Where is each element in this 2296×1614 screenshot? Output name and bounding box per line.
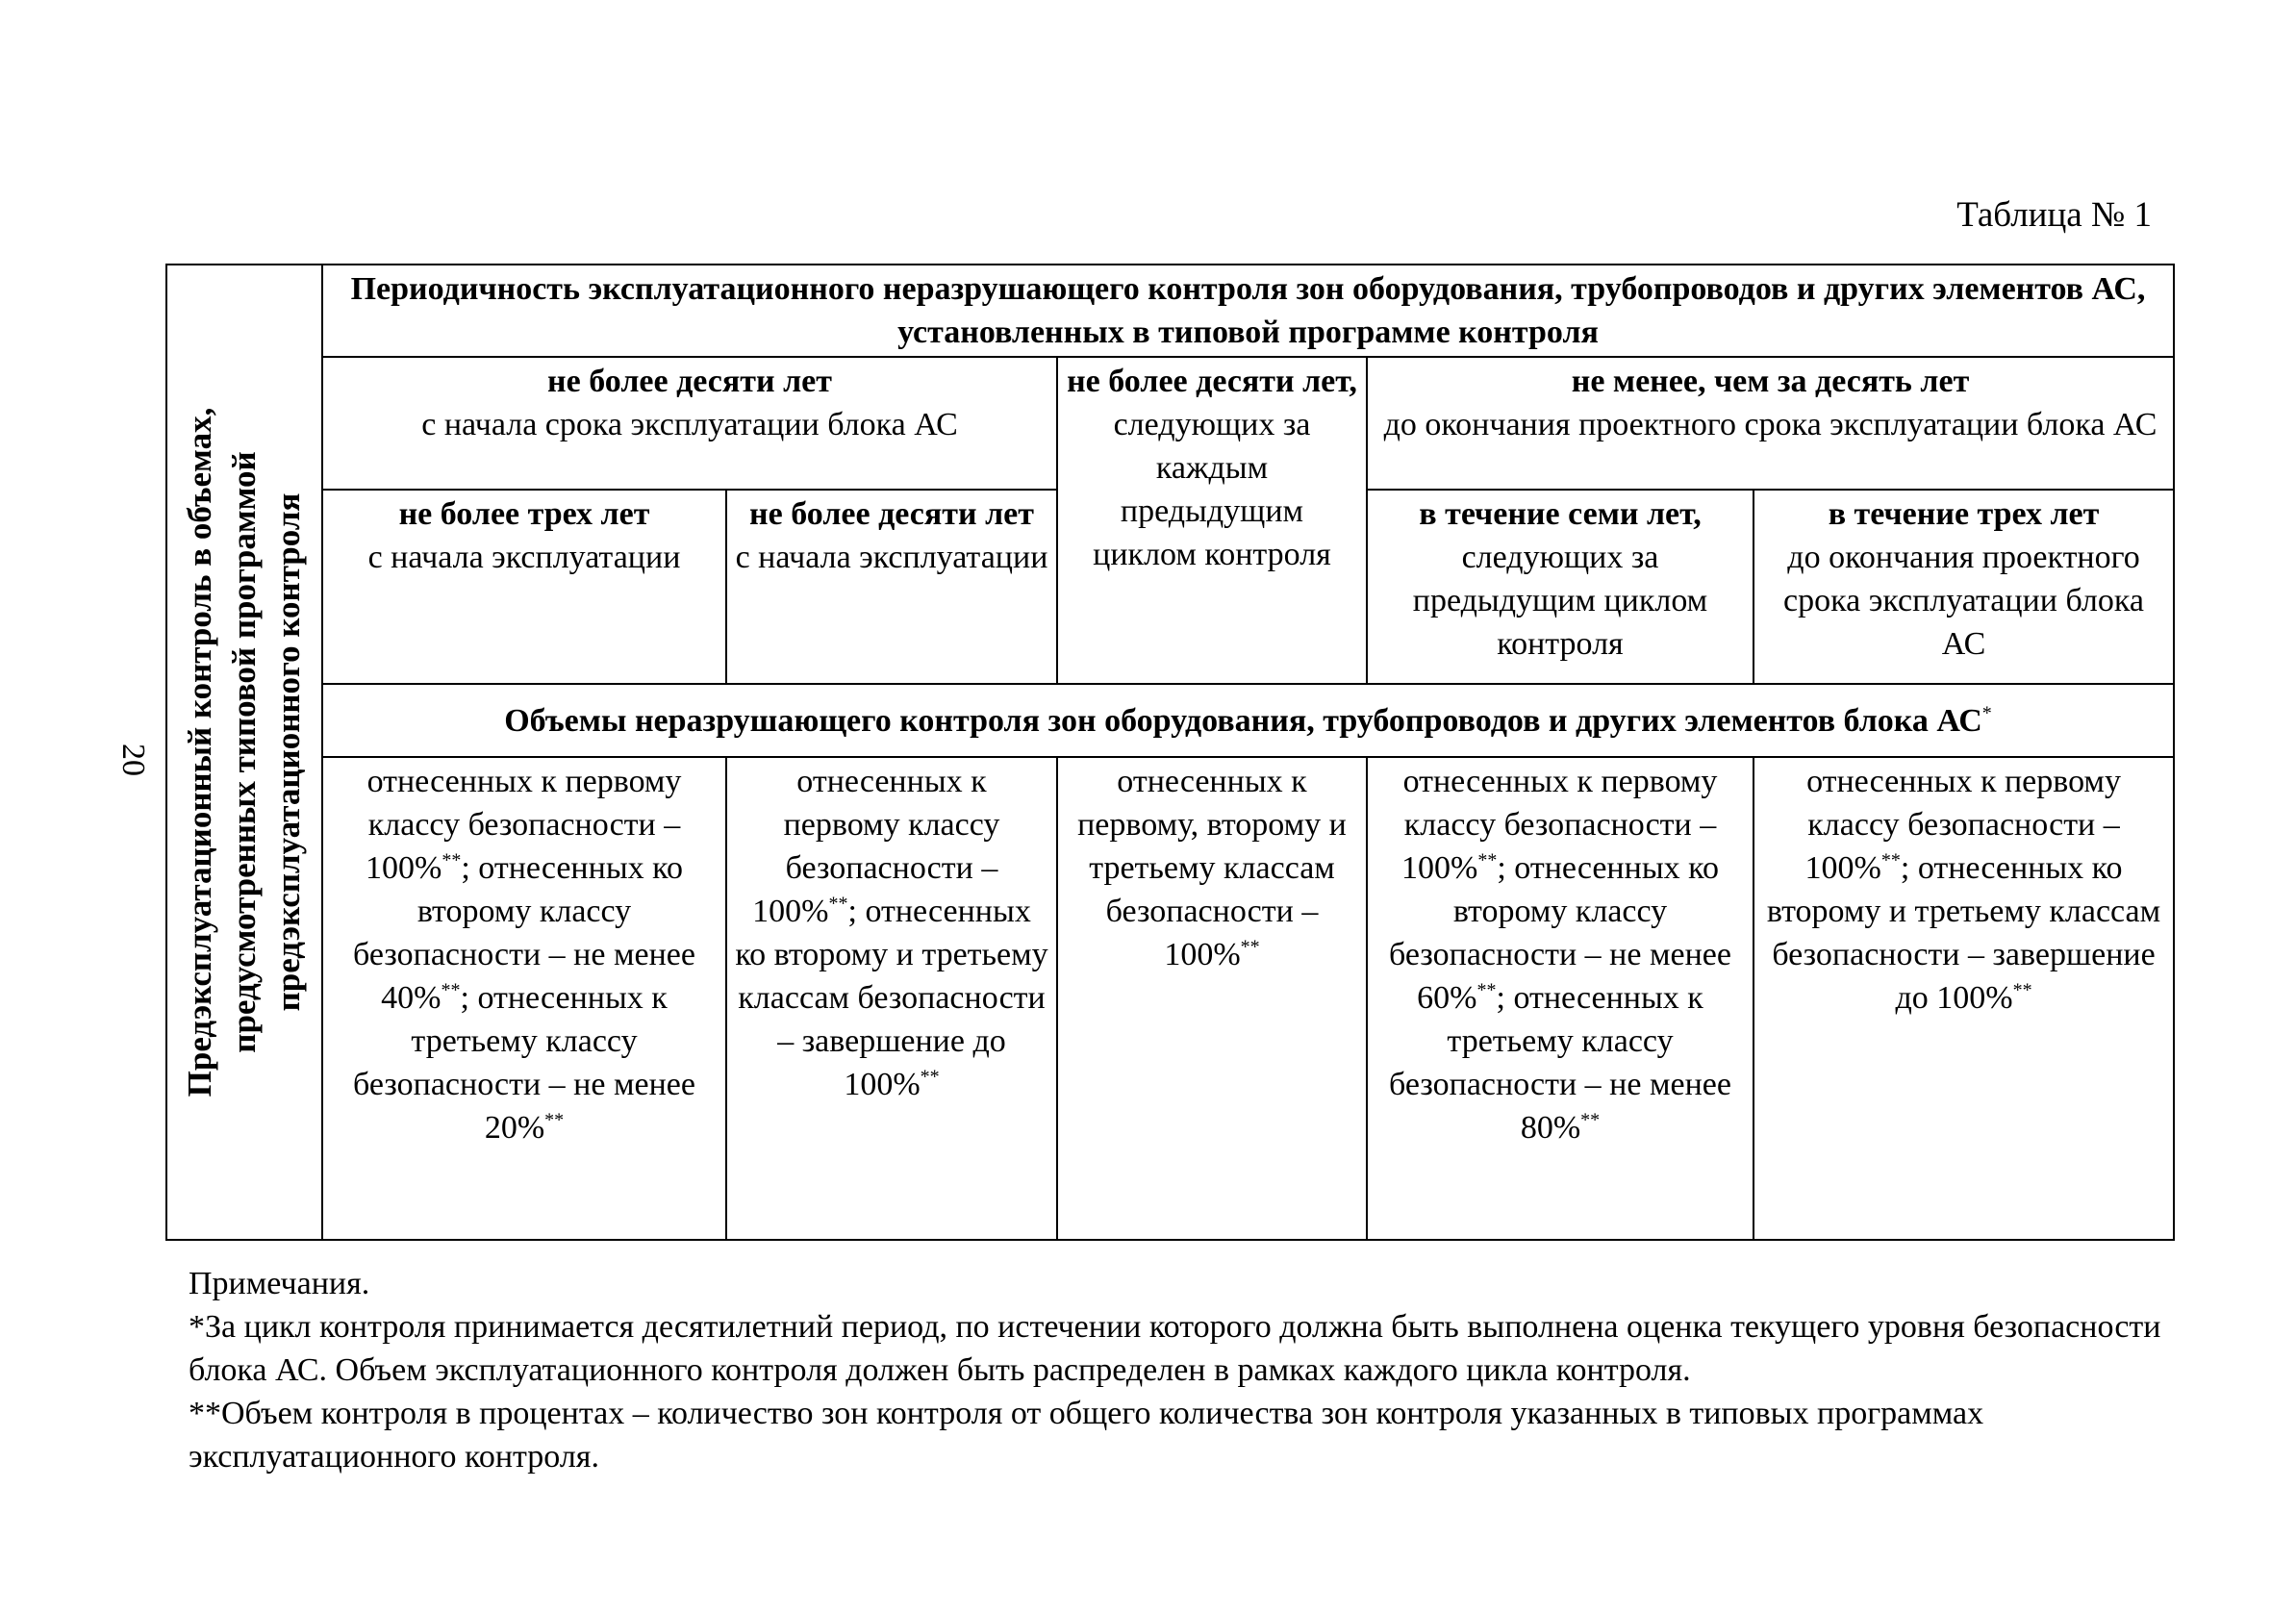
side-header-text: Предэксплуатационный контроль в объемах, предусмотренных типовой программой предэксплуатационного контроля	[181, 407, 307, 1097]
volume-cell-3	[1057, 757, 1367, 1240]
volume-cell-4-line2: отнесенных ко второму классу безопасности – не менее 60%	[1389, 850, 1731, 1016]
group3-header-cell	[1367, 357, 2174, 490]
footnote-mark: **	[1880, 849, 1901, 871]
sub5-bold: в течение трех лет	[1828, 496, 2100, 532]
volumes-header-cell	[322, 684, 2174, 757]
footnote-mark: **	[1580, 1109, 1601, 1131]
notes-block	[189, 1262, 2180, 1478]
volume-cell-1-line2: отнесенных ко второму классу безопасности – не менее 40%	[353, 850, 695, 1016]
top-header-text: Периодичность эксплуатационного неразрушающего контроля зон оборудования, трубопроводов и других элементов АС, установленных в типовой программе контроля	[350, 271, 2146, 350]
punct: ;	[847, 894, 857, 929]
volume-cell-3-line1: отнесенных к первому, второму и третьему классам безопасности – 100%	[1077, 764, 1347, 972]
page-number: 20	[115, 744, 151, 776]
periodicity-table	[165, 264, 2175, 1241]
volume-cell-4	[1367, 757, 1754, 1240]
middle-header-cell	[1057, 357, 1367, 684]
footnote-mark: **	[1476, 979, 1497, 1001]
punct: ;	[461, 850, 470, 886]
notes-title: Примечания.	[189, 1266, 370, 1301]
table-caption: Таблица № 1	[1956, 195, 2152, 235]
volume-cell-4-line3: отнесенных к третьему классу безопасности – не менее 80%	[1389, 980, 1731, 1146]
volumes-header-text: Объемы неразрушающего контроля зон оборудования, трубопроводов и других элементов блока АС	[504, 702, 1982, 739]
sub5-text: до окончания проектного срока эксплуатации блока АС	[1783, 540, 2144, 662]
group1-header-cell	[322, 357, 1057, 490]
footnote-mark: **	[442, 849, 462, 871]
volume-cell-2-line1: отнесенных к первому классу безопасности – 100%	[752, 764, 1000, 929]
middle-text: следующих за каждым предыдущим циклом контроля	[1093, 407, 1331, 572]
footnote-mark: **	[1240, 936, 1260, 958]
punct: ;	[1900, 850, 1910, 886]
top-header-cell	[322, 265, 2174, 357]
volume-cell-1-line3: отнесенных к третьему классу безопасности – не менее 20%	[353, 980, 695, 1146]
sub5-header-cell	[1754, 490, 2174, 684]
side-header-cell	[166, 265, 322, 1240]
group3-bold: не менее, чем за десять лет	[1571, 364, 1970, 399]
volume-cell-2-line2: отнесенных ко второму и третьему классам безопасности – завершение до 100%	[735, 894, 1048, 1102]
volume-cell-5-line2: отнесенных ко второму и третьему классам безопасности – завершение до 100%	[1766, 850, 2161, 1016]
sub4-text: следующих за предыдущим циклом контроля	[1412, 540, 1708, 662]
sub4-header-cell	[1367, 490, 1754, 684]
group1-text: с начала срока эксплуатации блока АС	[421, 407, 958, 442]
footnote-mark: **	[544, 1109, 565, 1131]
footnote-mark: **	[2012, 979, 2032, 1001]
sub4-bold: в течение семи лет,	[1419, 496, 1702, 532]
group3-text: до окончания проектного срока эксплуатации блока АС	[1383, 407, 2157, 442]
note-1: *За цикл контроля принимается десятилетний период, по истечении которого должна быть выполнена оценка текущего уровня безопасности блока АС. Объем эксплуатационного контроля должен быть распределен в рамках каждого цикла контроля.	[189, 1309, 2161, 1388]
volume-cell-5-line1: отнесенных к первому классу безопасности – 100%	[1804, 764, 2121, 886]
sub1-header-cell	[322, 490, 726, 684]
punct: ;	[1497, 850, 1506, 886]
group1-bold: не более десяти лет	[547, 364, 832, 399]
sub1-text: с начала эксплуатации	[367, 540, 681, 575]
volumes-header-mark: *	[1981, 702, 1992, 724]
sub2-text: с начала эксплуатации	[735, 540, 1048, 575]
sub2-bold: не более десяти лет	[749, 496, 1034, 532]
volume-cell-1-line1: отнесенных к первому классу безопасности – 100%	[366, 764, 682, 886]
footnote-mark: **	[441, 979, 461, 1001]
volume-cell-2	[726, 757, 1057, 1240]
middle-bold: не более десяти лет,	[1067, 364, 1357, 399]
note-2: **Объем контроля в процентах – количество зон контроля от общего количества зон контроля указанных в типовых программах эксплуатационного контроля.	[189, 1396, 1984, 1475]
footnote-mark: **	[1477, 849, 1498, 871]
punct: ;	[460, 980, 469, 1016]
footnote-mark: **	[920, 1066, 940, 1088]
volume-cell-5	[1754, 757, 2174, 1240]
sub1-bold: не более трех лет	[398, 496, 650, 532]
punct: ;	[1496, 980, 1505, 1016]
volume-cell-4-line1: отнесенных к первому классу безопасности –100%	[1401, 764, 1718, 886]
volume-cell-1	[322, 757, 726, 1240]
sub2-header-cell	[726, 490, 1057, 684]
footnote-mark: **	[828, 893, 848, 915]
